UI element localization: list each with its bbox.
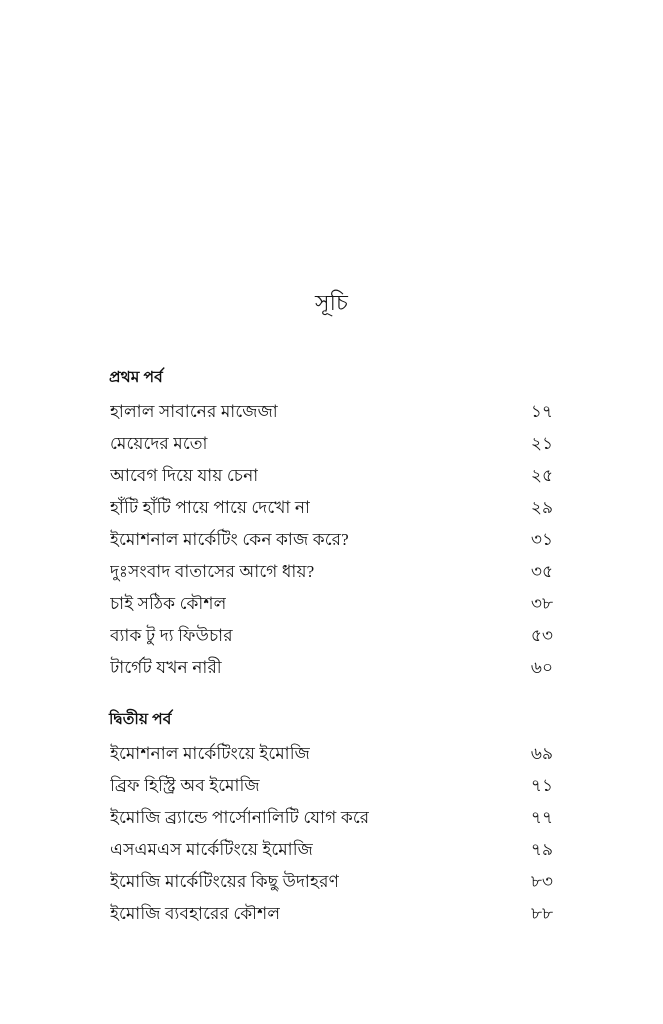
toc-entry[interactable] [110, 738, 553, 770]
toc-entry-title: ইমোজি ব্র্যান্ডে পার্সোনালিটি যোগ করে [110, 808, 370, 827]
toc-entry-title: ব্রিফ হিস্ট্রি অব ইমোজি [110, 776, 260, 795]
toc-section [110, 706, 553, 930]
toc-entry-title: হাঁটি হাঁটি পায়ে পায়ে দেখো না [110, 498, 311, 517]
toc-entry-page-number: ২৯ [530, 498, 553, 517]
toc-entry-title: টার্গেট যখন নারী [110, 658, 222, 677]
toc-section-header: প্রথম পর্ব [109, 369, 163, 386]
toc-entry-page-number: ৩১ [530, 530, 553, 549]
toc-entry-page-number: ৬০ [530, 658, 553, 677]
toc-list [110, 364, 553, 930]
toc-entry-page-number: ৮৩ [530, 872, 553, 891]
toc-entry-page-number: ৩৫ [530, 562, 553, 581]
toc-entry[interactable] [110, 620, 553, 652]
toc-entry-title: ইমোজি মার্কেটিংয়ের কিছু উদাহরণ [110, 872, 340, 891]
toc-entry-title: ইমোশনাল মার্কেটিং কেন কাজ করে? [110, 530, 349, 549]
toc-entry-title: ব্যাক টু দ্য ফিউচার [110, 626, 233, 645]
toc-entry[interactable] [110, 428, 553, 460]
toc-entry-title: এসএমএস মার্কেটিংয়ে ইমোজি [110, 840, 313, 859]
toc-entry[interactable] [110, 556, 553, 588]
toc-entry[interactable] [110, 770, 553, 802]
toc-entry-page-number: ১৭ [530, 402, 553, 421]
toc-entry-title: আবেগ দিয়ে যায় চেনা [110, 466, 259, 485]
toc-entry-page-number: ৩৮ [530, 594, 553, 613]
toc-entry[interactable] [110, 460, 553, 492]
toc-entry[interactable] [110, 524, 553, 556]
toc-entry-title: চাই সঠিক কৌশল [110, 594, 227, 613]
toc-entry[interactable] [110, 802, 553, 834]
toc-entry-page-number: ৭৯ [530, 840, 553, 859]
toc-entry-page-number: ২১ [530, 434, 553, 453]
toc-entry[interactable] [110, 588, 553, 620]
toc-entry[interactable] [110, 834, 553, 866]
toc-entry-title: ইমোশনাল মার্কেটিংয়ে ইমোজি [110, 744, 310, 763]
toc-section [110, 364, 553, 684]
toc-section-header: দ্বিতীয় পর্ব [109, 711, 172, 728]
toc-entry-page-number: ২৫ [530, 466, 553, 485]
toc-entry-title: ইমোজি ব্যবহারের কৌশল [110, 904, 281, 923]
toc-entry-title: হালাল সাবানের মাজেজা [110, 402, 278, 421]
toc-entry[interactable] [110, 866, 553, 898]
toc-entry-page-number: ৭৭ [530, 808, 553, 827]
toc-entry[interactable] [110, 652, 553, 684]
toc-entry-title: মেয়েদের মতো [110, 434, 208, 453]
toc-entry[interactable] [110, 396, 553, 428]
page-title: সূচি [314, 290, 349, 315]
toc-entry-page-number: ৬৯ [530, 744, 553, 763]
toc-entry-page-number: ৫৩ [530, 626, 553, 645]
toc-entry-page-number: ৮৮ [530, 904, 553, 923]
toc-entry-title: দুঃসংবাদ বাতাসের আগে ধায়? [110, 562, 315, 581]
toc-entry[interactable] [110, 492, 553, 524]
toc-entry-page-number: ৭১ [530, 776, 553, 795]
toc-entry[interactable] [110, 898, 553, 930]
